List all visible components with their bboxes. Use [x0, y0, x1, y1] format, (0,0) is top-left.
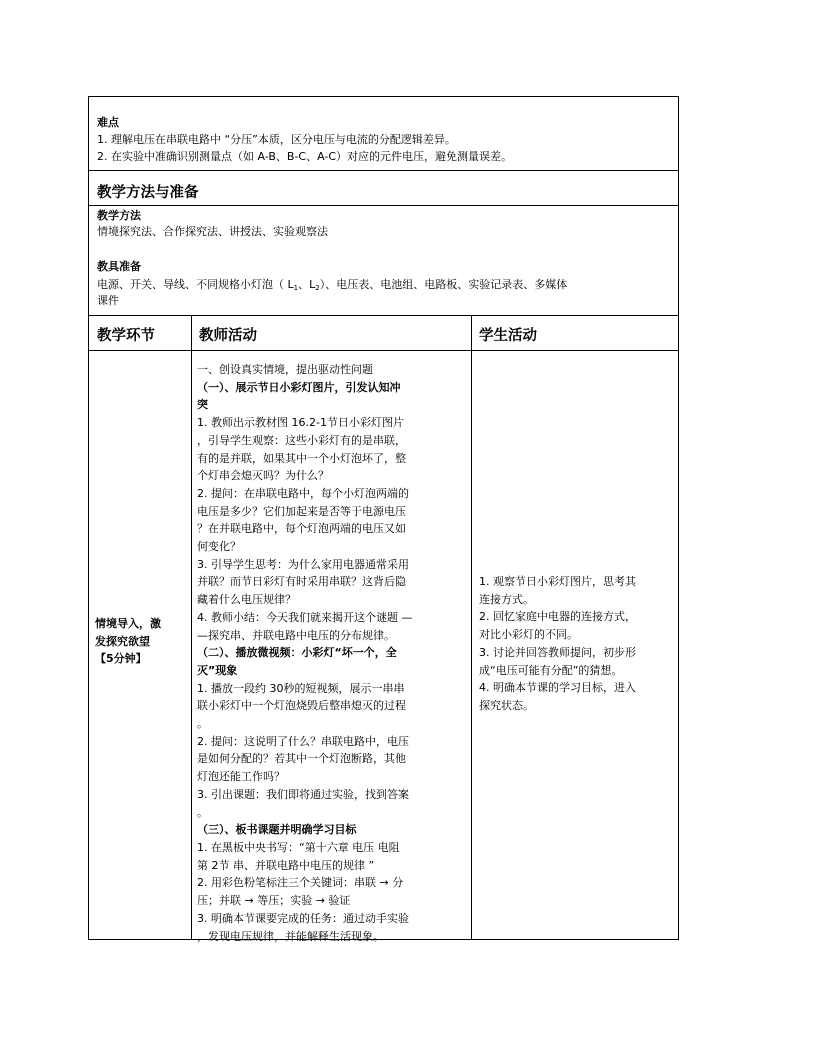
equipment-text-part: 电源、开关、导线、不同规格小灯泡（ L: [97, 278, 294, 291]
equipment-text-line2: 课件: [97, 294, 119, 307]
methods-text: 情境探究法、合作探究法、讲授法、实验观察法: [97, 225, 328, 238]
student-activity-line: 对比小彩灯的不同。: [479, 628, 578, 642]
teacher-activity-line: 3. 明确本节课要完成的任务：通过动手实验: [197, 911, 409, 925]
teacher-subheading: 灭”现象: [197, 663, 238, 677]
divider: [89, 350, 678, 351]
teacher-subheading: （一）、展示节日小彩灯图片，引发认知冲: [197, 380, 401, 394]
teacher-activity-line: 并联？而节日彩灯有时采用串联？这背后隐: [197, 575, 406, 589]
teacher-lead-heading: 一、创设真实情境，提出驱动性问题: [197, 363, 373, 376]
stage-line: 情境导入，激: [95, 617, 161, 630]
teacher-activity-line: —探究串、并联电路中电压的分布规律。: [197, 628, 395, 642]
teacher-activity-line: 第 2节 串、并联电路中电压的规律 ”: [197, 858, 375, 872]
teacher-activity-line: ？在并联电路中，每个灯泡两端的电压又如: [197, 522, 406, 536]
teacher-subheading: （三）、板书课题并明确学习目标: [197, 823, 357, 837]
header-teacher-activity: 教师活动: [199, 328, 257, 344]
stage-line: 发探究欲望: [95, 634, 150, 648]
student-activity-line: 4. 明确本节课的学习目标，进入: [479, 681, 636, 695]
stage-duration: 【5分钟】: [95, 652, 147, 666]
teacher-activity-line: 何变化？: [197, 540, 241, 554]
teacher-activity-line: 联小彩灯中一个灯泡烧毁后整串熄灭的过程: [197, 699, 406, 713]
student-activity-line: 连接方式。: [479, 592, 534, 606]
teacher-activity-line: 藏着什么电压规律？: [197, 593, 296, 607]
stage-cell: [95, 615, 189, 668]
teacher-activity-line: 4. 教师小结：今天我们就来揭开这个谜题 —: [197, 610, 413, 624]
teacher-activity-line: 1. 在黑板中央书写：“第十六章 电压 电阻: [197, 840, 400, 854]
divider: [89, 315, 678, 316]
teacher-subheading: 突: [197, 398, 208, 412]
teacher-subheading: （二）、播放微视频：小彩灯“坏一个，全: [197, 646, 397, 660]
teacher-lines: [197, 379, 469, 946]
student-activity-line: 探究状态。: [479, 698, 534, 712]
teacher-activity-line: 2. 提问：在串联电路中，每个小灯泡两端的: [197, 486, 409, 500]
teacher-activity-line: 1. 教师出示教材图 16.2-1节日小彩灯图片: [197, 416, 404, 430]
lesson-plan-table: [88, 96, 679, 943]
teacher-activity-line: 。: [197, 717, 208, 731]
student-activity-line: 3. 讨论并回答教师提问，初步形: [479, 645, 636, 659]
equipment-text-part: 、L: [298, 278, 316, 291]
column-divider: [471, 315, 472, 939]
subscript: 1: [293, 284, 299, 292]
teacher-activity-line: 是如何分配的？若其中一个灯泡断路，其他: [197, 752, 406, 766]
teacher-activity-line: 2. 用彩色粉笔标注三个关键词：串联 → 分: [197, 876, 404, 890]
column-divider: [191, 315, 192, 939]
student-activity-line: 1. 观察节日小彩灯图片，思考其: [479, 575, 636, 588]
equipment-text-line1: [97, 277, 567, 296]
teacher-activity-line: ，引导学生观察：这些小彩灯有的是串联，: [197, 433, 406, 447]
teacher-activity-line: 3. 引导学生思考：为什么家用电器通常采用: [197, 557, 409, 571]
teacher-activity-line: ，发现电压规律，并能解释生活现象。: [197, 929, 384, 943]
teacher-activity-line: 灯泡还能工作吗？: [197, 770, 285, 784]
teacher-activity-line: 。: [197, 805, 208, 819]
teacher-activity-line: 电压是多少？它们加起来是否等于电源电压: [197, 504, 406, 518]
difficulty-item-2: 2. 在实验中准确识别测量点（如 A-B、B-C、A-C）对应的元件电压，避免测量误差。: [97, 150, 513, 163]
divider: [89, 205, 678, 206]
student-activity-cell: [479, 573, 675, 715]
teacher-activity-line: 3. 引出课题：我们即将通过实验，找到答案: [197, 787, 409, 801]
equipment-heading: 教具准备: [97, 260, 141, 273]
difficulty-section: [89, 97, 678, 170]
methods-section-title: 教学方法与准备: [97, 185, 199, 201]
divider: [89, 170, 678, 171]
teacher-activity-line: 2. 提问：这说明了什么？串联电路中，电压: [197, 734, 409, 748]
subscript: 2: [315, 284, 320, 292]
equipment-text-part: ）、电压表、电池组、电路板、实验记录表、多媒体: [319, 278, 568, 291]
student-activity-line: 成“电压可能有分配”的猜想。: [479, 663, 623, 677]
methods-heading: 教学方法: [97, 209, 141, 222]
header-stage: 教学环节: [97, 328, 155, 344]
student-lines: [479, 573, 675, 715]
teacher-activity-cell: [197, 361, 469, 945]
student-activity-line: 2. 回忆家庭中电器的连接方式，: [479, 610, 636, 624]
header-student-activity: 学生活动: [479, 328, 537, 344]
teacher-activity-line: 有的是并联，如果其中一个小灯泡坏了，整: [197, 451, 406, 465]
teacher-activity-line: 个灯串会熄灭吗？为什么？: [197, 469, 329, 483]
difficulty-item-1: 1. 理解电压在串联电路中 “分压”本质，区分电压与电流的分配逻辑差异。: [97, 133, 456, 146]
difficulty-heading: 难点: [97, 116, 119, 129]
teacher-activity-line: 压；并联 → 等压；实验 → 验证: [197, 894, 351, 908]
teacher-activity-line: 1. 播放一段约 30秒的短视频，展示一串串: [197, 681, 405, 695]
